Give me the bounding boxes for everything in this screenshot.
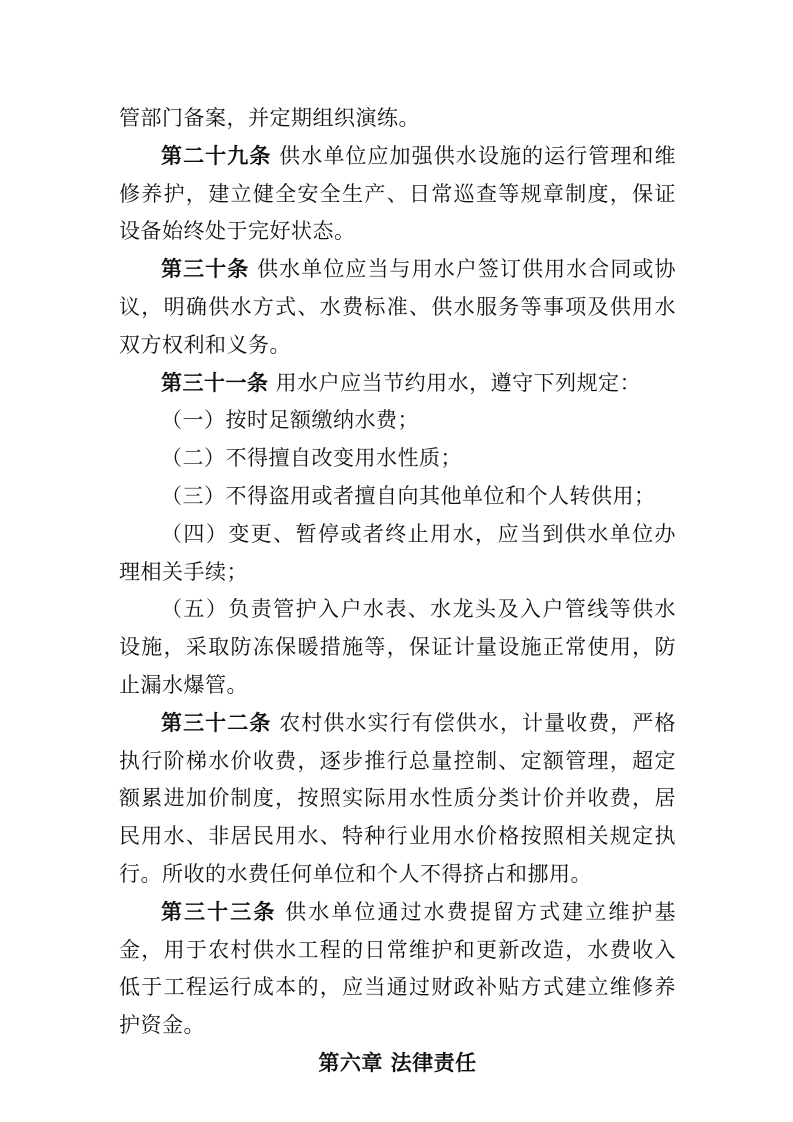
article-heading: 第三十一条: [161, 370, 269, 395]
article-30: [119, 251, 676, 364]
article-32: [119, 705, 676, 894]
list-item-1: （一）按时足额缴纳水费；: [161, 408, 419, 433]
article-31: [119, 365, 676, 403]
article-heading: 第三十条: [161, 257, 250, 282]
article-heading: 第二十九条: [161, 143, 272, 168]
article-heading: 第三十三条: [161, 899, 277, 924]
continuation-paragraph: 管部门备案，并定期组织演练。: [119, 106, 420, 130]
article-heading: 第三十二条: [161, 710, 272, 735]
list-item-5: （五）负责管护入户水表、水龙头及入户管线等供水设施，采取防冻保暖措施等，保证计量设施正常使用，防止漏水爆管。: [119, 597, 676, 697]
article-text: 用水户应当节约用水，遵守下列规定：: [268, 370, 642, 395]
article-text: 农村供水实行有偿供水，计量收费，严格执行阶梯水价收费，逐步推行总量控制、定额管理，超定额累进加价制度，按照实际用水性质分类计价并收费，居民用水、非居民用水、特种行业用水价格按照相关规定执行。所收的水费任何单位和个人不得挤占和挪用。: [119, 710, 676, 886]
article-text: 供水单位应加强供水设施的运行管理和维修养护，建立健全安全生产、日常巡查等规章制度，保证设备始终处于完好状态。: [119, 143, 676, 244]
article-text: 供水单位通过水费提留方式建立维护基金，用于农村供水工程的日常维护和更新改造，水费收入低于工程运行成本的，应当通过财政补贴方式建立维修养护资金。: [119, 899, 676, 1038]
article-text: 供水单位应当与用水户签订供用水合同或协议，明确供水方式、水费标准、供水服务等事项及供用水双方权利和义务。: [119, 257, 676, 357]
list-item-2: （二）不得擅自改变用水性质；: [161, 446, 462, 471]
chapter-title: 第六章 法律责任: [318, 1050, 477, 1075]
document-page: [119, 100, 676, 1083]
article-33: [119, 894, 676, 1045]
list-item-4: （四）变更、暂停或者终止用水，应当到供水单位办理相关手续；: [119, 521, 676, 584]
list-item-3: （三）不得盗用或者擅自向其他单位和个人转供用；: [161, 483, 656, 508]
article-29: [119, 138, 676, 251]
